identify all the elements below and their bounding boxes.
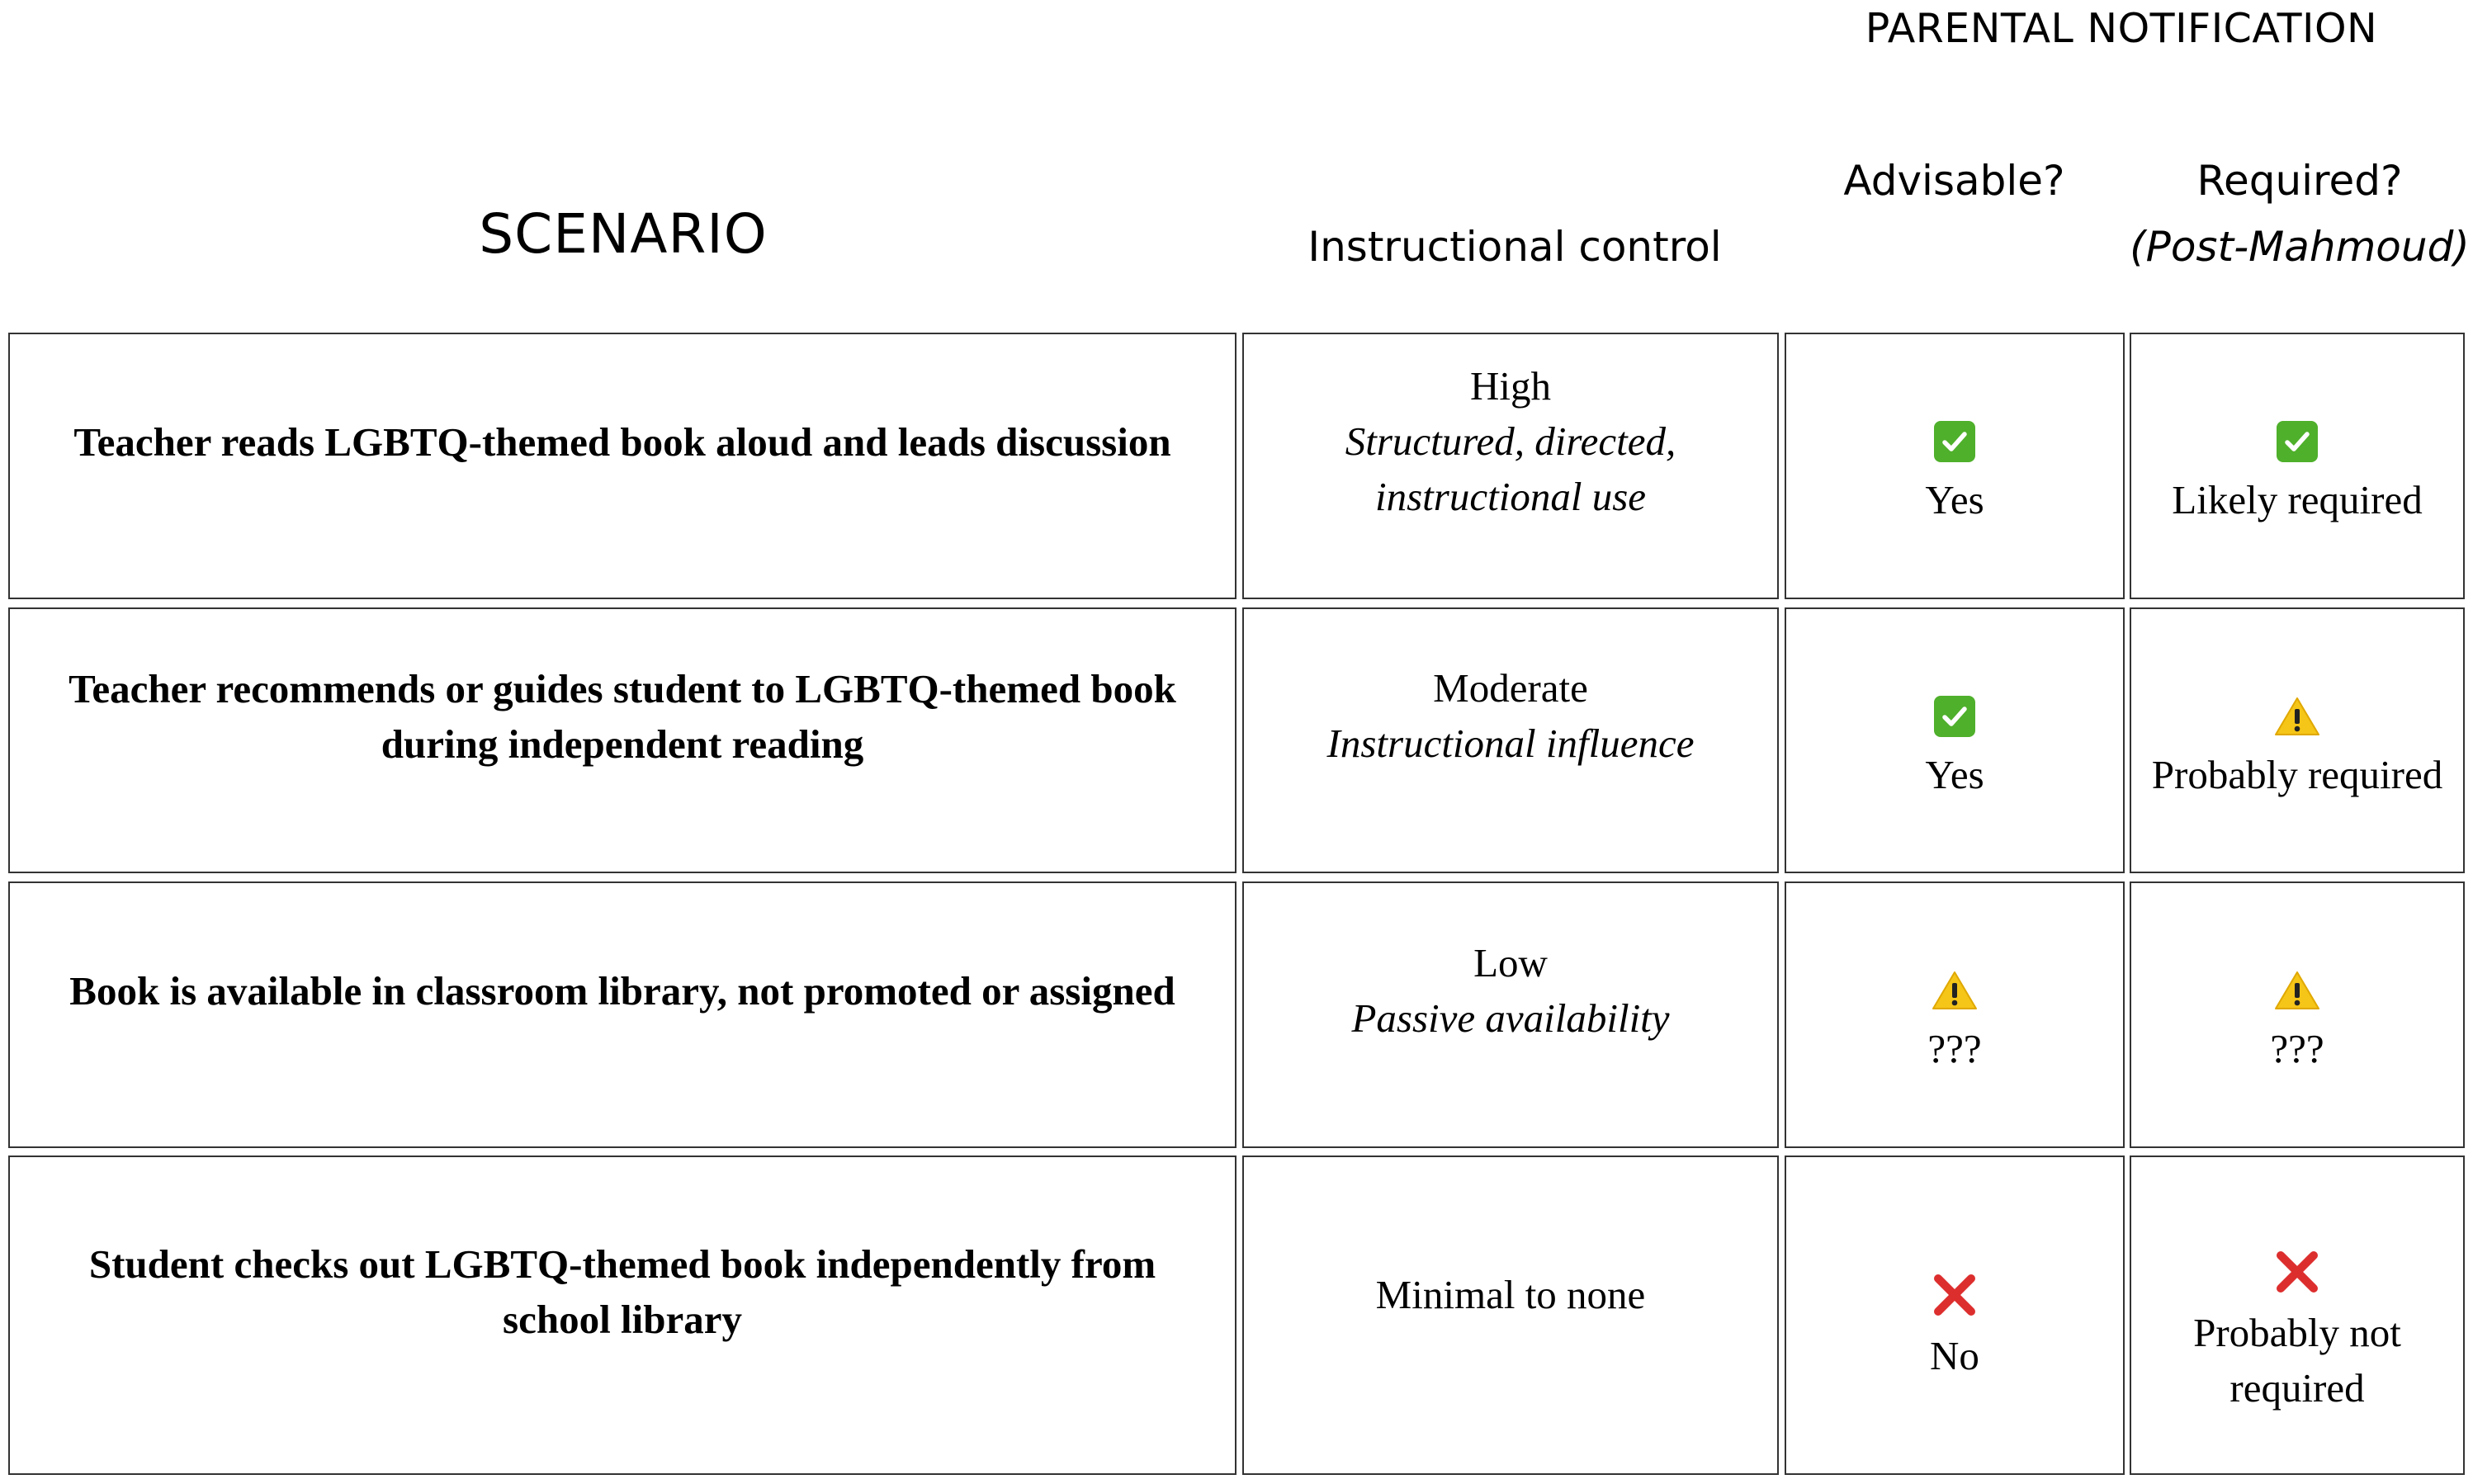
- advisable-cell: [1785, 881, 2125, 1148]
- advisable-label: No: [1930, 1333, 1979, 1378]
- control-cell: [1242, 1156, 1779, 1475]
- cross-icon: [2274, 1249, 2320, 1295]
- instructional-control-heading: Instructional control: [1307, 223, 1722, 271]
- advisable-cell: [1785, 333, 2125, 599]
- advisable-cell: [1785, 607, 2125, 873]
- required-cell: [2130, 881, 2465, 1148]
- scenario-text: Student checks out LGBTQ-themed book independently from school library: [88, 1241, 1156, 1342]
- control-level: Minimal to none: [1375, 1272, 1646, 1317]
- control-cell: [1242, 881, 1779, 1148]
- required-label: Probably required: [2151, 751, 2443, 797]
- advisable-heading: Advisable?: [1843, 157, 2065, 205]
- control-detail: Instructional influence: [1326, 721, 1695, 766]
- warning-icon: [2274, 970, 2320, 1011]
- required-cell: [2130, 333, 2465, 599]
- scenario-cell: [8, 1156, 1236, 1475]
- advisable-label: Yes: [1925, 751, 1984, 797]
- control-level: High: [1470, 363, 1551, 409]
- required-label: Likely required: [2172, 477, 2423, 522]
- cross-icon: [1932, 1272, 1978, 1318]
- post-mahmoud-heading: (Post-Mahmoud): [2130, 223, 2470, 271]
- control-level: Low: [1473, 939, 1548, 985]
- check-icon: [2277, 421, 2318, 462]
- advisable-cell: [1785, 1156, 2125, 1475]
- scenario-text: Book is available in classroom library, not promoted or assigned: [69, 968, 1175, 1014]
- check-icon: [1934, 421, 1975, 462]
- scenario-heading: SCENARIO: [479, 202, 768, 266]
- scenario-cell: [8, 607, 1236, 873]
- parental-notification-heading: PARENTAL NOTIFICATION: [1865, 5, 2378, 52]
- control-detail: Passive availability: [1351, 995, 1670, 1041]
- control-cell: [1242, 607, 1779, 873]
- required-cell: [2130, 607, 2465, 873]
- check-icon: [1934, 696, 1975, 737]
- scenario-cell: [8, 333, 1236, 599]
- required-heading: Required?: [2196, 157, 2403, 205]
- required-label: Probably not required: [2193, 1309, 2401, 1411]
- required-label: ???: [2270, 1026, 2324, 1071]
- scenario-text: Teacher reads LGBTQ-themed book aloud and leads discussion: [73, 419, 1171, 465]
- scenario-cell: [8, 881, 1236, 1148]
- advisable-label: ???: [1927, 1026, 1982, 1071]
- control-cell: [1242, 333, 1779, 599]
- required-cell: [2130, 1156, 2465, 1475]
- warning-icon: [1932, 970, 1978, 1011]
- advisable-label: Yes: [1925, 477, 1984, 522]
- warning-icon: [2274, 696, 2320, 737]
- scenario-text: Teacher recommends or guides student to LGBTQ-themed book during independent reading: [69, 666, 1176, 767]
- control-level: Moderate: [1433, 665, 1588, 711]
- control-detail: Structured, directed, instructional use: [1345, 418, 1676, 519]
